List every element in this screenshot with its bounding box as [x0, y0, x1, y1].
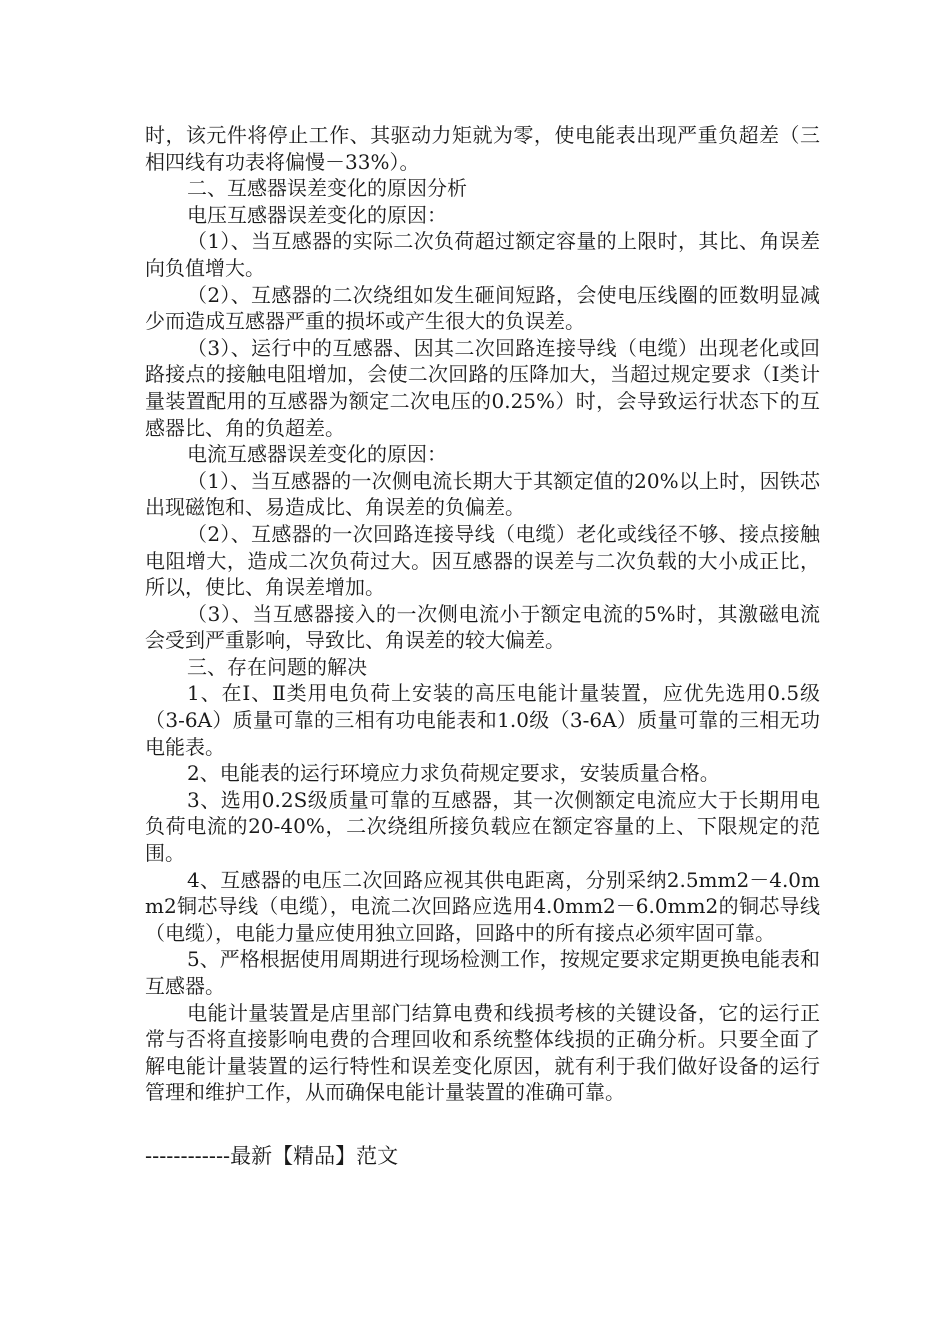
- paragraph: 5、严格根据使用周期进行现场检测工作，按规定要求定期更换电能表和互感器。: [145, 947, 820, 998]
- paragraph: 1、在Ⅰ、Ⅱ类用电负荷上安装的高压电能计量装置，应优先选用0.5级（3-6A）质量可靠的三相有功电能表和1.0级（3-6A）质量可靠的三相无功电能表。: [145, 681, 820, 759]
- paragraph: 4、互感器的电压二次回路应视其供电距离，分别采纳2.5mm2－4.0mm2铜芯导线（电缆），电流二次回路应选用4.0mm2－6.0mm2的铜芯导线（电缆），电能力量应使用独立回路，回路中的所有接点必须牢固可靠。: [145, 867, 820, 945]
- paragraph: （1）、当互感器的一次侧电流长期大于其额定值的20%以上时，因铁芯出现磁饱和、易造成比、角误差的负偏差。: [145, 468, 820, 520]
- subsection-heading: 电压互感器误差变化的原因：: [187, 202, 447, 227]
- paragraph: （2）、互感器的二次绕组如发生砸间短路，会使电压线圈的匝数明显减少而造成互感器严重的损坏或产生很大的负误差。: [145, 282, 820, 334]
- paragraph: （3）、运行中的互感器、因其二次回路连接导线（电缆）出现老化或回路接点的接触电阻增加，会使二次回路的压降加大，当超过规定要求（Ⅰ类计量装置配用的互感器为额定二次电压的0.25%）时，会导致运行状态下的互感器比、角的负超差。: [145, 335, 820, 440]
- paragraph: 时，该元件将停止工作、其驱动力矩就为零，使电能表出现严重负超差（三相四线有功表将偏慢－33%）。: [145, 123, 820, 174]
- paragraph: 3、选用0.2S级质量可靠的互感器，其一次侧额定电流应大于长期用电负荷电流的20-40%，二次绕组所接负载应在额定容量的上、下限规定的范围。: [145, 787, 820, 866]
- document-body: [145, 122, 820, 1106]
- subsection-heading: 电流互感器误差变化的原因：: [187, 442, 447, 467]
- section-heading: 三、存在问题的解决: [187, 654, 367, 679]
- section-heading: 二、互感器误差变化的原因分析: [187, 176, 467, 201]
- paragraph: （3）、当互感器接入的一次侧电流小于额定电流的5%时，其激磁电流会受到严重影响，导致比、角误差的较大偏差。: [145, 601, 820, 653]
- paragraph: 电能计量装置是店里部门结算电费和线损考核的关键设备，它的运行正常与否将直接影响电费的合理回收和系统整体线损的正确分析。只要全面了解电能计量装置的运行特性和误差变化原因，就有利于我们做好设备的运行管理和维护工作，从而确保电能计量装置的准确可靠。: [145, 1000, 820, 1105]
- paragraph: 2、电能表的运行环境应力求负荷规定要求，安装质量合格。: [187, 761, 720, 786]
- paragraph: （2）、互感器的一次回路连接导线（电缆）老化或线径不够、接点接触电阻增大，造成二次负荷过大。因互感器的误差与二次负载的大小成正比，所以，使比、角误差增加。: [145, 521, 820, 600]
- paragraph: （1）、当互感器的实际二次负荷超过额定容量的上限时，其比、角误差向负值增大。: [145, 229, 820, 280]
- footer-text: ------------最新【精品】范文: [145, 1144, 399, 1168]
